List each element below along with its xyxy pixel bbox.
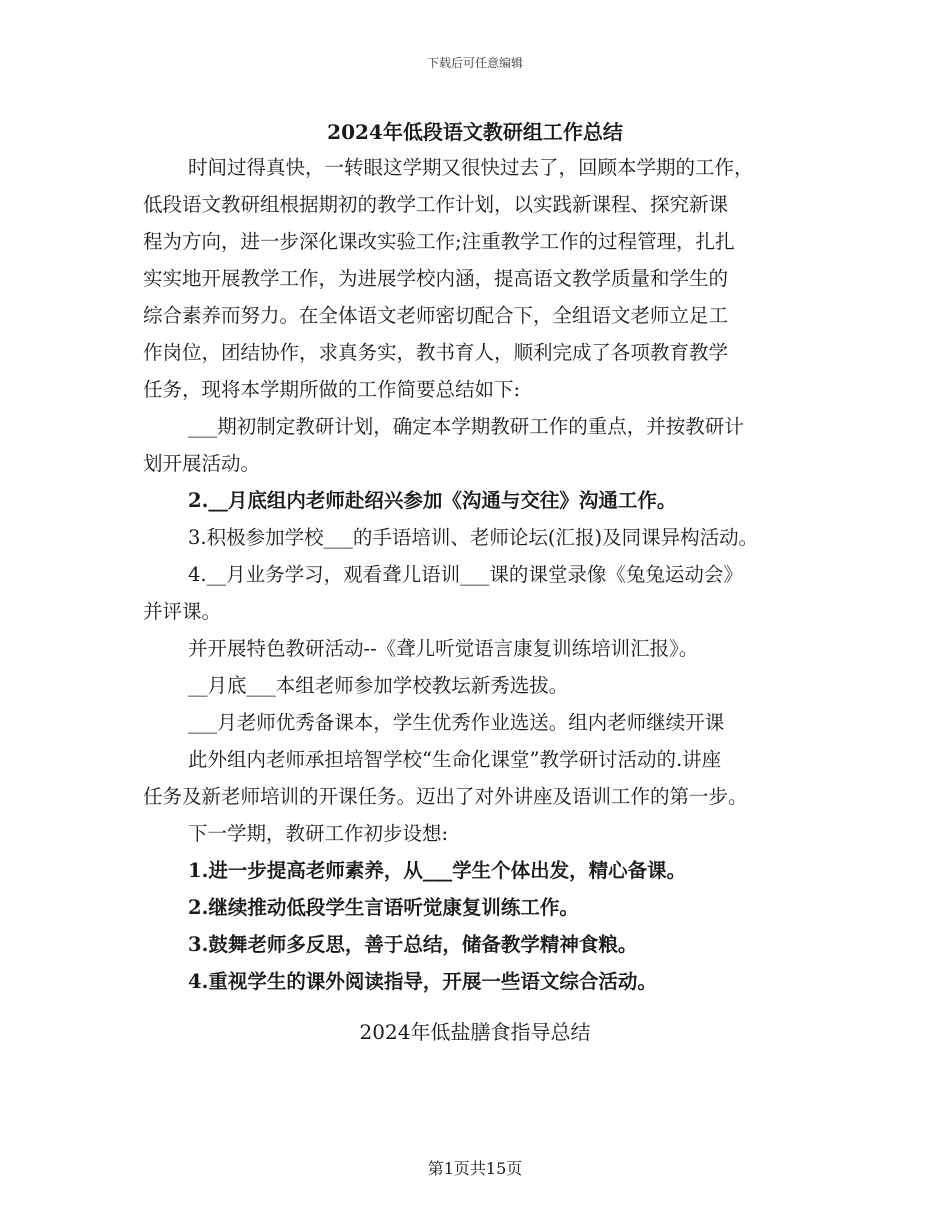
- next-item: 3.鼓舞老师多反思，善于总结，储备教学精神食粮。: [188, 933, 638, 956]
- extra-line: 任务及新老师培训的开课任务。迈出了对外讲座及语训工作的第一步。: [143, 785, 748, 808]
- item-1-line: 划开展活动。: [143, 452, 261, 475]
- next-term-heading: 下一学期，教研工作初步设想:: [188, 822, 449, 845]
- special-activity: 并开展特色教研活动--《聋儿听觉语言康复训练培训汇报》。: [188, 637, 699, 660]
- document-title: 2024年低段语文教研组工作总结: [327, 120, 623, 144]
- intro-line: 低段语文教研组根据期初的教学工作计划，以实践新课程、探究新课: [143, 193, 729, 216]
- page-number: 第1页共15页: [427, 1159, 523, 1178]
- intro-line: 程为方向，进一步深化课改实验工作;注重教学工作的过程管理，扎扎: [143, 230, 735, 253]
- intro-line: 实实地开展教学工作，为进展学校内涵，提高语文教学质量和学生的: [143, 267, 729, 290]
- next-item: 4.重视学生的课外阅读指导，开展一些语文综合活动。: [188, 970, 657, 993]
- prep-selection: ___月老师优秀备课本，学生优秀作业选送。组内老师继续开课: [188, 711, 725, 734]
- next-item: 2.继续推动低段学生言语听觉康复训练工作。: [188, 896, 579, 919]
- second-document-title: 2024年低盐膳食指导总结: [359, 1020, 591, 1044]
- intro-line: 综合素养而努力。在全体语文老师密切配合下，全组语文老师立足工: [143, 304, 729, 327]
- item-4-line: 并评课。: [143, 600, 222, 623]
- intro-line: 时间过得真快，一转眼这学期又很快过去了，回顾本学期的工作，: [188, 156, 754, 179]
- item-3: 3.积极参加学校___的手语培训、老师论坛(汇报)及同课异构活动。: [188, 526, 759, 549]
- month-selection: __月底___本组老师参加学校教坛新秀选拔。: [188, 674, 569, 697]
- next-item: 1.进一步提高老师素养，从___学生个体出发，精心备课。: [188, 859, 687, 882]
- item-1-line: ___期初制定教研计划，确定本学期教研工作的重点，并按教研计: [188, 415, 744, 438]
- item-4-line: 4.__月业务学习，观看聋儿语训___课的课堂录像《兔兔运动会》: [188, 563, 743, 586]
- intro-line: 任务，现将本学期所做的工作简要总结如下:: [143, 378, 521, 401]
- intro-line: 作岗位，团结协作，求真务实，教书育人，顺利完成了各项教育教学: [143, 341, 729, 364]
- extra-line: 此外组内老师承担培智学校“生命化课堂”教学研讨活动的.讲座: [188, 748, 722, 771]
- item-2: 2.__月底组内老师赴绍兴参加《沟通与交往》沟通工作。: [188, 489, 677, 512]
- page-header-note: 下载后可任意编辑: [426, 56, 523, 70]
